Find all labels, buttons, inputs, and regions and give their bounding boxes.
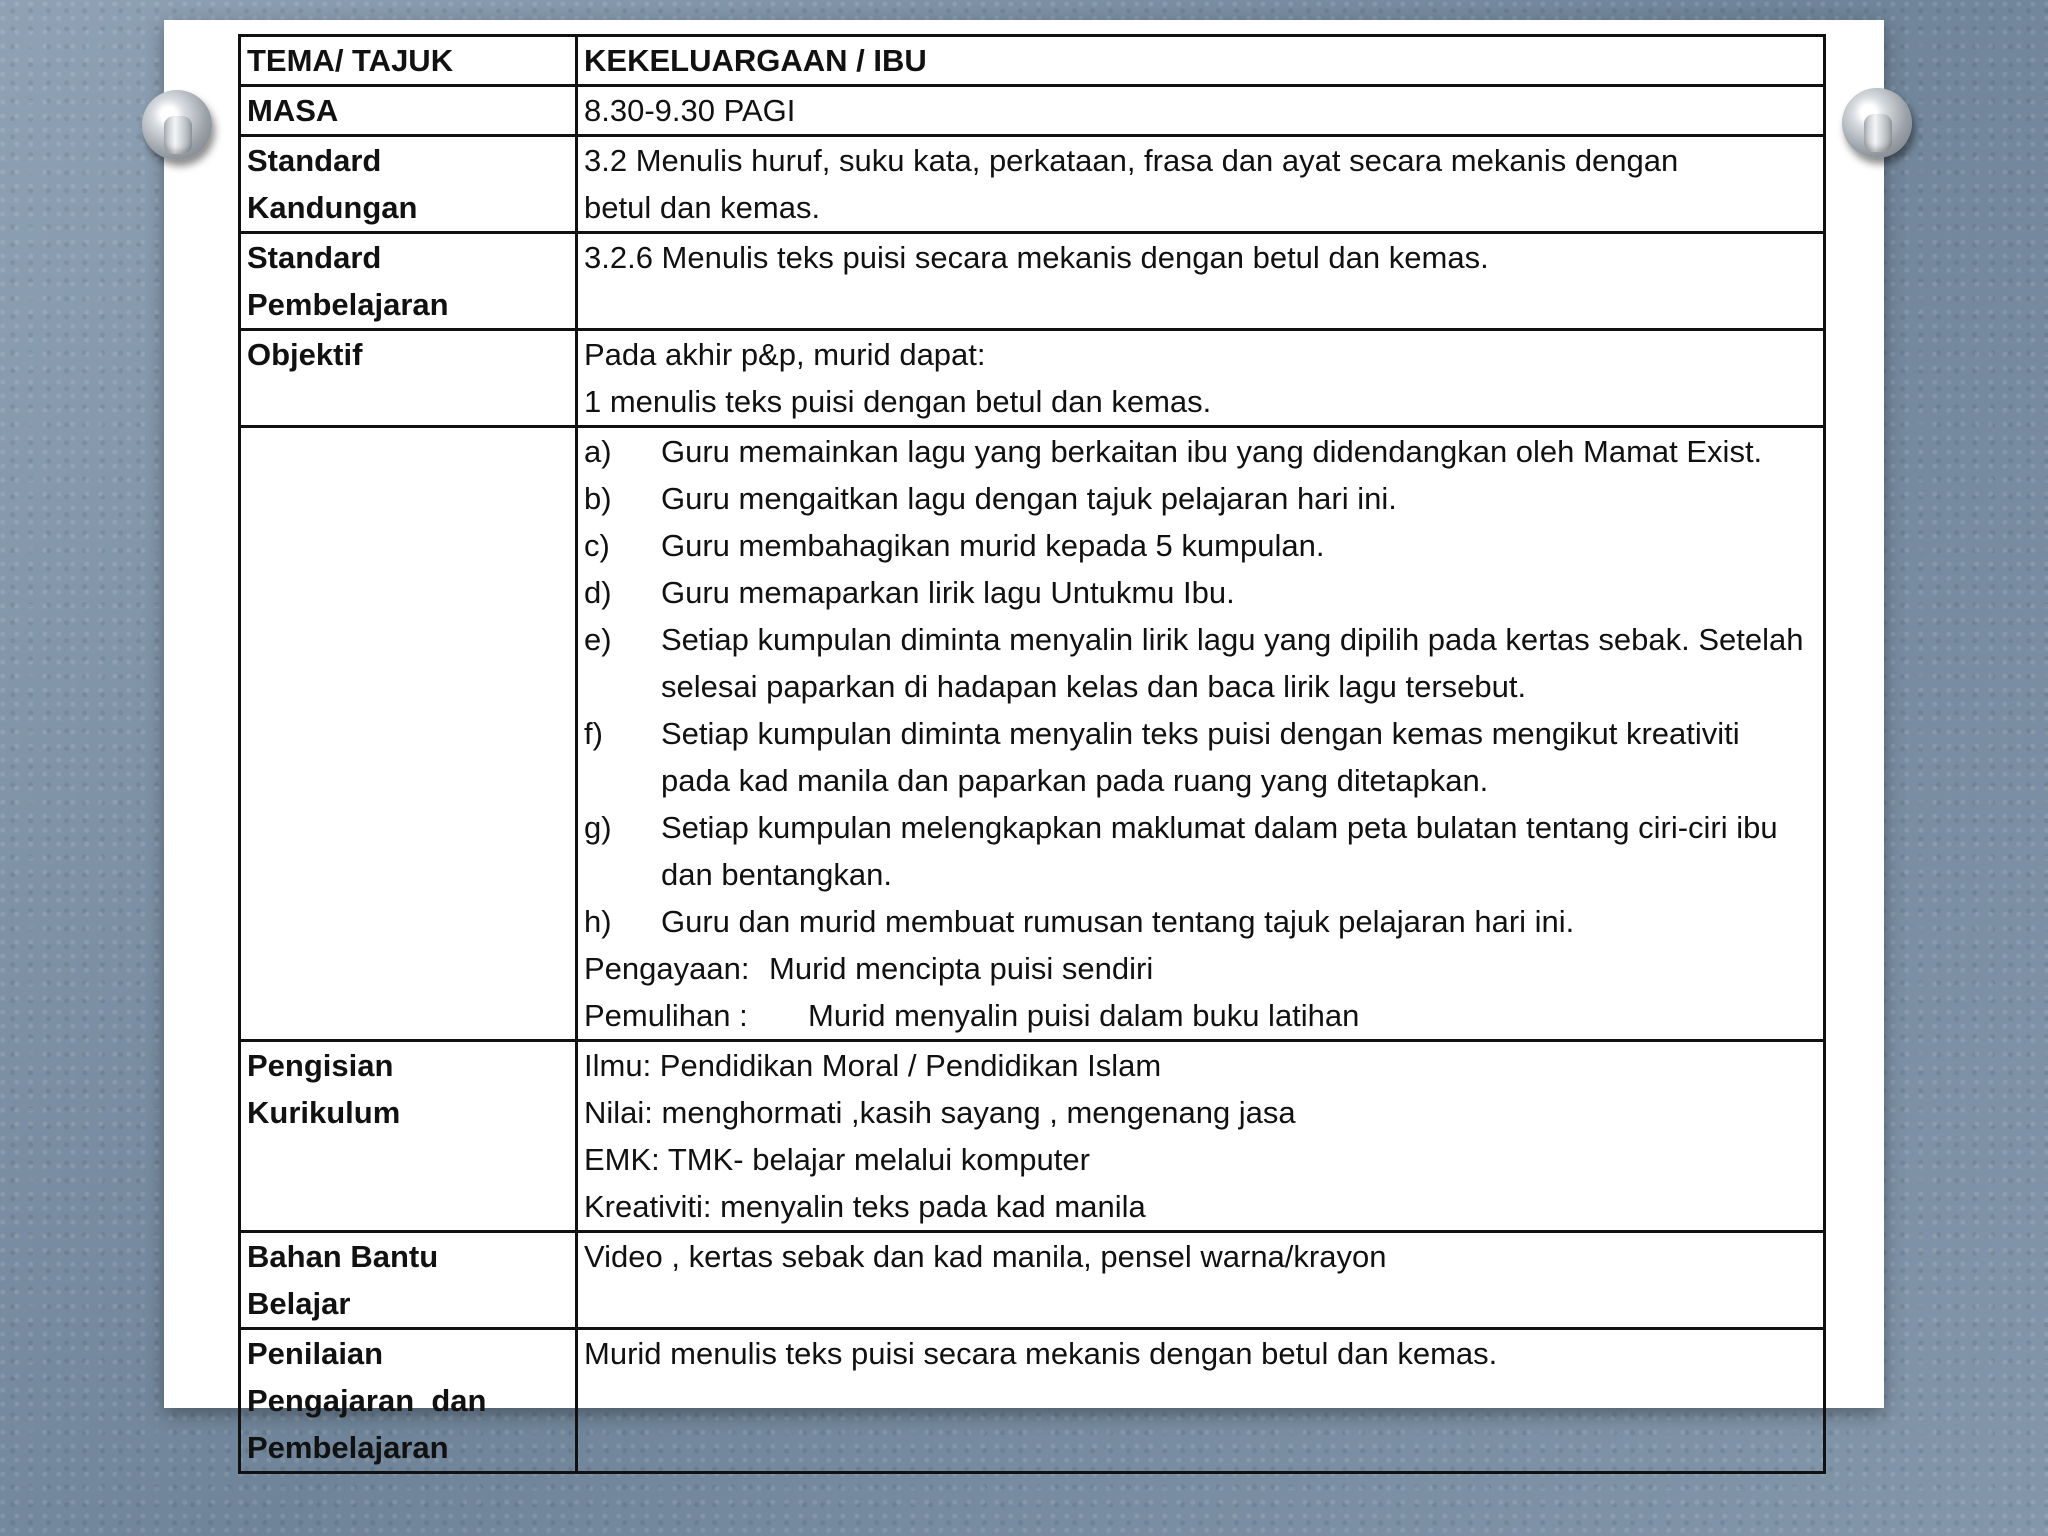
value-line: EMK: TMK- belajar melalui komputer (584, 1142, 1090, 1177)
table-row (240, 427, 1825, 1041)
step-text: Guru memainkan lagu yang berkaitan ibu yang didendangkan oleh Mamat Exist. (661, 434, 1763, 469)
list-item (584, 569, 1817, 616)
table-row (240, 86, 1825, 136)
pengayaan-text: Murid mencipta puisi sendiri (769, 951, 1154, 986)
value-line: Nilai: menghormati ,kasih sayang , mengenang jasa (584, 1095, 1296, 1130)
value-line: Kreativiti: menyalin teks pada kad manila (584, 1189, 1146, 1224)
value-line: Ilmu: Pendidikan Moral / Pendidikan Islam (584, 1048, 1162, 1083)
value-line: Pada akhir p&p, murid dapat: (584, 337, 986, 372)
label-line: Standard (247, 143, 382, 178)
value-line: 3.2 Menulis huruf, suku kata, perkataan, frasa dan ayat secara mekanis dengan (584, 143, 1679, 178)
list-item (584, 804, 1817, 898)
steps-list (584, 428, 1817, 945)
pengayaan-label: Pengayaan: (584, 951, 750, 986)
list-item (584, 898, 1817, 945)
step-marker: g) (584, 810, 612, 845)
lesson-plan-table (238, 34, 1826, 1474)
row-value: Murid menulis teks puisi secara mekanis dengan betul dan kemas. (577, 1329, 1825, 1473)
step-text: Guru mengaitkan lagu dengan tajuk pelajaran hari ini. (661, 481, 1397, 516)
label-line: Belajar (247, 1286, 351, 1321)
pengayaan-line (584, 945, 1817, 992)
row-label: TEMA/ TAJUK (240, 36, 577, 86)
label-line: Pembelajaran (247, 1430, 449, 1465)
row-label (240, 1232, 577, 1329)
step-text: Setiap kumpulan melengkapkan maklumat dalam peta bulatan tentang ciri-ciri ibu dan bentangkan. (661, 810, 1778, 892)
pemulihan-line (584, 992, 1817, 1039)
list-item (584, 710, 1817, 804)
table-row (240, 1041, 1825, 1232)
step-marker: c) (584, 528, 610, 563)
step-marker: b) (584, 481, 612, 516)
label-line: Penilaian (247, 1336, 384, 1371)
value-line: 1 menulis teks puisi dengan betul dan kemas. (584, 384, 1212, 419)
step-marker: f) (584, 716, 603, 751)
pemulihan-label: Pemulihan : (584, 998, 748, 1033)
row-value (577, 136, 1825, 233)
label-line: Bahan Bantu (247, 1239, 439, 1274)
step-text: Setiap kumpulan diminta menyalin teks puisi dengan kemas mengikut kreativiti pada kad manila dan paparkan pada ruang yang ditetapkan. (661, 716, 1740, 798)
row-value: KEKELUARGAAN / IBU (577, 36, 1825, 86)
row-label (240, 1041, 577, 1232)
list-item (584, 616, 1817, 710)
label-line: Standard (247, 240, 382, 275)
table-row (240, 1329, 1825, 1473)
value-line: betul dan kemas. (584, 190, 821, 225)
list-item (584, 522, 1817, 569)
pushpin-icon (1842, 88, 1912, 158)
label-line: Pengajaran dan (247, 1383, 487, 1418)
label-line: Pembelajaran (247, 287, 449, 322)
pemulihan-text: Murid menyalin puisi dalam buku latihan (808, 998, 1360, 1033)
step-marker: h) (584, 904, 612, 939)
pushpin-icon (142, 90, 212, 160)
row-label: Objektif (240, 330, 577, 427)
row-label (240, 233, 577, 330)
row-value: 3.2.6 Menulis teks puisi secara mekanis dengan betul dan kemas. (577, 233, 1825, 330)
label-line: Pengisian (247, 1048, 394, 1083)
list-item (584, 475, 1817, 522)
label-line: Kurikulum (247, 1095, 401, 1130)
table-row (240, 330, 1825, 427)
step-marker: d) (584, 575, 612, 610)
row-label: MASA (240, 86, 577, 136)
label-line: Kandungan (247, 190, 418, 225)
row-value (577, 1041, 1825, 1232)
row-label (240, 1329, 577, 1473)
step-text: Setiap kumpulan diminta menyalin lirik lagu yang dipilih pada kertas sebak. Setelah selesai paparkan di hadapan kelas dan baca lirik lagu tersebut. (661, 622, 1804, 704)
table-row (240, 233, 1825, 330)
step-marker: e) (584, 622, 612, 657)
table-row (240, 36, 1825, 86)
row-label (240, 136, 577, 233)
step-text: Guru membahagikan murid kepada 5 kumpulan. (661, 528, 1325, 563)
table-row (240, 1232, 1825, 1329)
row-label (240, 427, 577, 1041)
step-text: Guru dan murid membuat rumusan tentang tajuk pelajaran hari ini. (661, 904, 1575, 939)
step-marker: a) (584, 434, 612, 469)
table-row (240, 136, 1825, 233)
row-value (577, 427, 1825, 1041)
list-item (584, 428, 1817, 475)
row-value: Video , kertas sebak dan kad manila, pensel warna/krayon (577, 1232, 1825, 1329)
row-value (577, 330, 1825, 427)
row-value: 8.30-9.30 PAGI (577, 86, 1825, 136)
step-text: Guru memaparkan lirik lagu Untukmu Ibu. (661, 575, 1235, 610)
